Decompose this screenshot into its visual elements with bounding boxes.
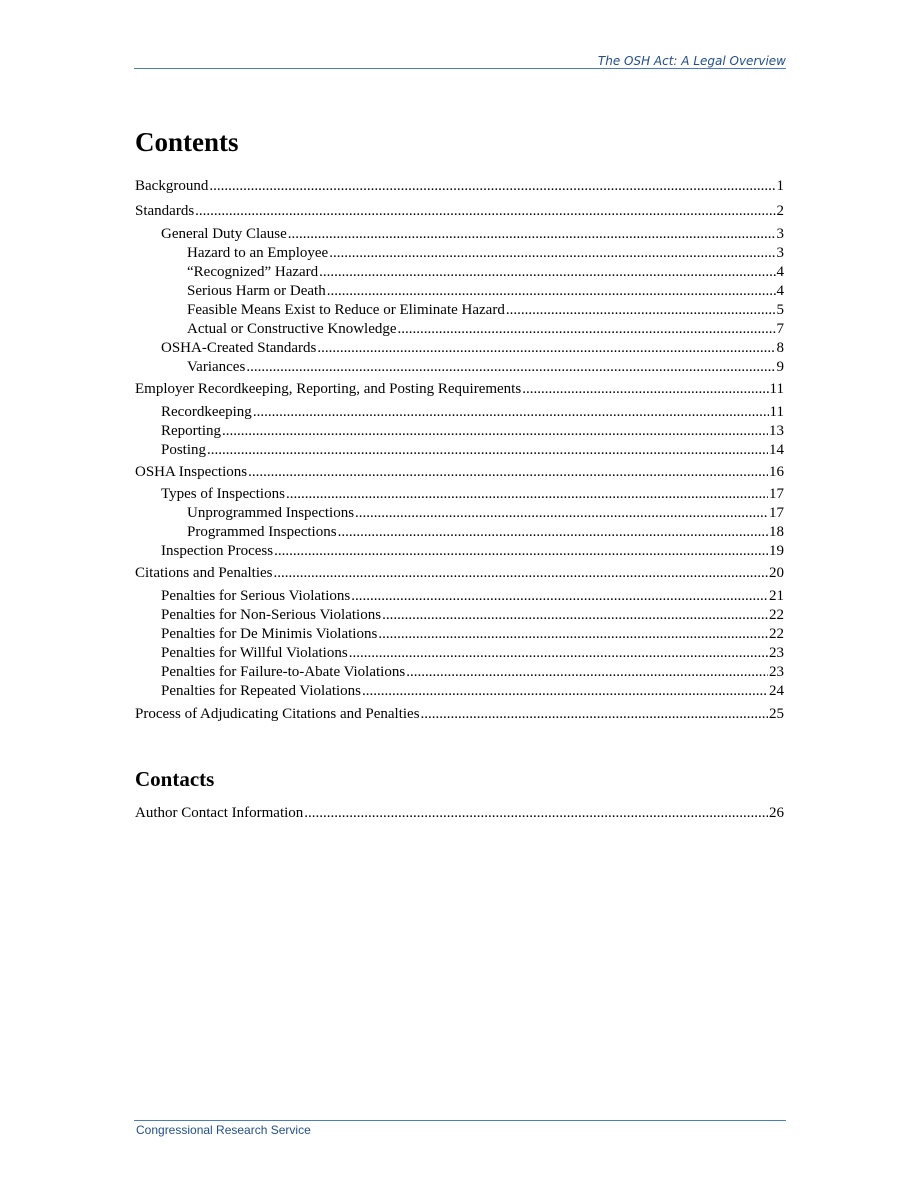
toc-entry[interactable]: [161, 644, 784, 662]
dot-leader: [209, 177, 775, 195]
contacts-entry-label: Author Contact Information: [135, 805, 304, 821]
toc-entry-label: Citations and Penalties: [135, 565, 273, 581]
dot-leader: [406, 663, 768, 681]
dot-leader: [207, 441, 768, 459]
toc-entry[interactable]: [187, 320, 784, 338]
toc-entry-page-number: 3: [776, 245, 784, 261]
toc-entry-label: Process of Adjudicating Citations and Penalties: [135, 706, 420, 722]
toc-entry-label: Standards: [135, 203, 195, 219]
header-rule: [134, 68, 786, 69]
dot-leader: [274, 542, 768, 560]
toc-entry[interactable]: [161, 663, 784, 681]
toc-entry-label: Serious Harm or Death: [187, 283, 326, 299]
toc-entry-label: Variances: [187, 359, 246, 375]
toc-entry[interactable]: [135, 564, 784, 582]
running-header-title: The OSH Act: A Legal Overview: [597, 54, 786, 68]
toc-entry-page-number: 9: [776, 359, 784, 375]
toc-entry[interactable]: [187, 263, 784, 281]
toc-entry-label: OSHA Inspections: [135, 464, 248, 480]
toc-entry-page-number: 11: [769, 381, 784, 397]
toc-entry-page-number: 4: [776, 283, 784, 299]
toc-entry-label: Posting: [161, 442, 207, 458]
dot-leader: [338, 523, 768, 541]
toc-entry-page-number: 11: [769, 404, 784, 420]
dot-leader: [327, 282, 776, 300]
dot-leader: [273, 564, 768, 582]
toc-entry-label: Penalties for Non-Serious Violations: [161, 607, 382, 623]
toc-entry-label: Penalties for De Minimis Violations: [161, 626, 378, 642]
dot-leader: [304, 804, 768, 822]
toc-entry-page-number: 23: [769, 645, 784, 661]
dot-leader: [195, 202, 775, 220]
toc-entry-label: Feasible Means Exist to Reduce or Eliminate Hazard: [187, 302, 505, 318]
toc-entry-label: Background: [135, 178, 209, 194]
toc-entry[interactable]: [161, 542, 784, 560]
toc-entry-page-number: 24: [769, 683, 784, 699]
toc-entry-page-number: 17: [769, 505, 784, 521]
footer-rule: [134, 1120, 786, 1121]
toc-entry-label: Penalties for Willful Violations: [161, 645, 348, 661]
toc-entry-label: Employer Recordkeeping, Reporting, and Posting Requirements: [135, 381, 522, 397]
dot-leader: [351, 587, 768, 605]
toc-entry[interactable]: [135, 177, 784, 195]
toc-entry-page-number: 7: [776, 321, 784, 337]
dot-leader: [319, 263, 775, 281]
toc-entry-page-number: 22: [769, 626, 784, 642]
toc-entry-page-number: 13: [769, 423, 784, 439]
toc-entry[interactable]: [161, 441, 784, 459]
dot-leader: [362, 682, 768, 700]
dot-leader: [355, 504, 768, 522]
dot-leader: [329, 244, 775, 262]
dot-leader: [246, 358, 775, 376]
toc-entry-label: General Duty Clause: [161, 226, 287, 242]
toc-entry[interactable]: [161, 339, 784, 357]
toc-entry-page-number: 23: [769, 664, 784, 680]
toc-entry[interactable]: [161, 485, 784, 503]
toc-entry[interactable]: [161, 587, 784, 605]
dot-leader: [288, 225, 776, 243]
toc-entry-label: Hazard to an Employee: [187, 245, 329, 261]
dot-leader: [317, 339, 775, 357]
toc-entry-page-number: 16: [769, 464, 784, 480]
toc-entry-page-number: 2: [776, 203, 784, 219]
toc-entry[interactable]: [135, 202, 784, 220]
toc-entry-label: OSHA-Created Standards: [161, 340, 317, 356]
toc-entry-label: Types of Inspections: [161, 486, 285, 502]
toc-entry-page-number: 14: [769, 442, 784, 458]
toc-entry[interactable]: [161, 625, 784, 643]
toc-entry-label: Recordkeeping: [161, 404, 252, 420]
dot-leader: [253, 403, 769, 421]
dot-leader: [286, 485, 768, 503]
dot-leader: [398, 320, 776, 338]
toc-entry-label: “Recognized” Hazard: [187, 264, 319, 280]
toc-entry-label: Inspection Process: [161, 543, 274, 559]
toc-entry-page-number: 22: [769, 607, 784, 623]
footer-organization: Congressional Research Service: [136, 1123, 311, 1137]
dot-leader: [248, 463, 768, 481]
toc-entry-page-number: 5: [776, 302, 784, 318]
toc-entry-page-number: 4: [776, 264, 784, 280]
toc-entry-label: Penalties for Failure-to-Abate Violations: [161, 664, 406, 680]
toc-entry-page-number: 1: [776, 178, 784, 194]
toc-entry-label: Unprogrammed Inspections: [187, 505, 355, 521]
toc-entry-label: Reporting: [161, 423, 221, 439]
toc-entry-label: Penalties for Repeated Violations: [161, 683, 362, 699]
toc-entry-page-number: 19: [769, 543, 784, 559]
toc-entry[interactable]: [161, 403, 784, 421]
toc-entry-label: Programmed Inspections: [187, 524, 337, 540]
dot-leader: [378, 625, 768, 643]
toc-entry-label: Penalties for Serious Violations: [161, 588, 351, 604]
toc-entry[interactable]: [187, 244, 784, 262]
dot-leader: [349, 644, 768, 662]
toc-entry-page-number: 20: [769, 565, 784, 581]
toc-entry-page-number: 18: [769, 524, 784, 540]
toc-entry[interactable]: [161, 422, 784, 440]
toc-entry[interactable]: [135, 380, 784, 398]
dot-leader: [522, 380, 768, 398]
toc-entry-page-number: 3: [776, 226, 784, 242]
toc-entry[interactable]: [161, 606, 784, 624]
toc-entry[interactable]: [135, 705, 784, 723]
toc-entry[interactable]: [187, 282, 784, 300]
contacts-entry-page-number: 26: [769, 805, 784, 821]
toc-entry-page-number: 17: [769, 486, 784, 502]
toc-entry[interactable]: [161, 682, 784, 700]
toc-entry[interactable]: [187, 358, 784, 376]
toc-entry[interactable]: [187, 504, 784, 522]
contacts-heading: Contacts: [135, 767, 215, 791]
contacts-entry[interactable]: [135, 804, 784, 822]
toc-entry[interactable]: [187, 301, 784, 319]
toc-entry[interactable]: [187, 523, 784, 541]
dot-leader: [382, 606, 768, 624]
toc-entry[interactable]: [161, 225, 784, 243]
toc-entry-page-number: 8: [776, 340, 784, 356]
dot-leader: [506, 301, 776, 319]
toc-entry-label: Actual or Constructive Knowledge: [187, 321, 397, 337]
toc-entry[interactable]: [135, 463, 784, 481]
toc-entry-page-number: 25: [769, 706, 784, 722]
contents-heading: Contents: [135, 127, 239, 157]
dot-leader: [421, 705, 768, 723]
dot-leader: [222, 422, 768, 440]
toc-entry-page-number: 21: [769, 588, 784, 604]
